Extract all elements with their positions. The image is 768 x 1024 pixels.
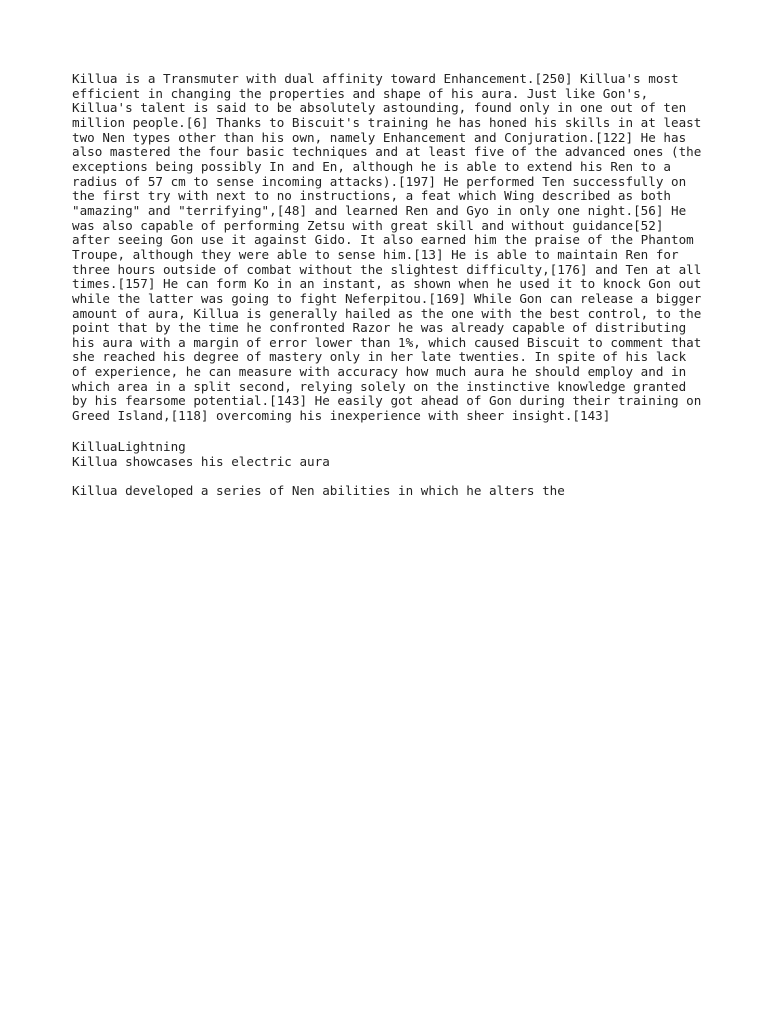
body-paragraph-2: Killua developed a series of Nen abilities in which he alters the — [72, 483, 565, 498]
body-paragraph: Killua is a Transmuter with dual affinity toward Enhancement.[250] Killua's most efficient in changing the properties and shape of his aura. Just like Gon's, Killua's talent is said to be absolutely astounding, found only in one out of ten million people.[6] Thanks to Biscuit's training he has honed his skills in at least two Nen types other than his own, namely Enhancement and Conjuration.[122] He has also mastered the four basic techniques and at least five of the advanced ones (the exceptions being possibly In and En, although he is able to extend his Ren to a radius of 57 cm to sense incoming attacks).[197] He performed Ten successfully on the first try with next to no instructions, a feat which Wing described as both "amazing" and "terrifying",[48] and learned Ren and Gyo in only one night.[56] He was also capable of performing Zetsu with great skill and without guidance[52] after seeing Gon use it against Gido. It also earned him the praise of the Phantom Troupe, although they were able to sense him.[13] He is able to maintain Ren for three hours outside of combat without the slightest difficulty,[176] and Ten at all times.[157] He can form Ko in an instant, as shown when he used it to knock Gon out while the latter was going to fight Neferpitou.[169] While Gon can release a bigger amount of aura, Killua is generally hailed as the one with the best control, to the point that by the time he confronted Razor he was already capable of distributing his aura with a margin of error lower than 1%, which caused Biscuit to comment that she reached his degree of mastery only in her late twenties. In spite of his lack of experience, he can measure with accuracy how much aura he should employ and in which area in a split second, relying solely on the instinctive knowledge granted by his fearsome potential.[143] He easily got ahead of Gon during their training on Greed Island,[118] overcoming his inexperience with sheer insight.[143] — [72, 71, 702, 424]
image-title: KilluaLightning — [72, 439, 186, 454]
image-caption-block — [72, 440, 712, 469]
image-caption: Killua showcases his electric aura — [72, 453, 330, 469]
